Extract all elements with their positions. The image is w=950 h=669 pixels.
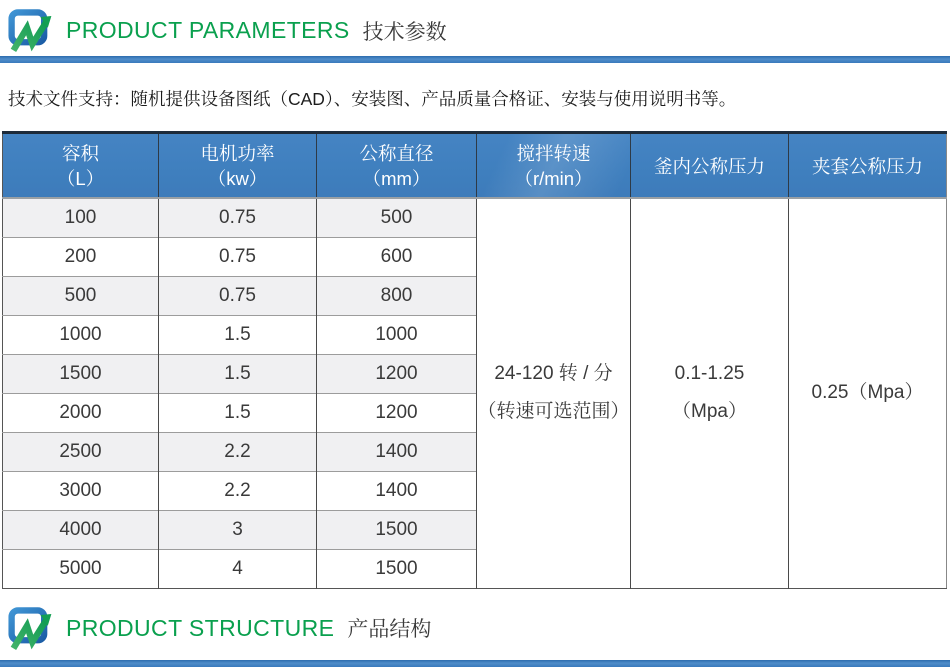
cell-volume: 2500: [3, 432, 159, 471]
header-line: 夹套公称压力: [811, 155, 923, 177]
cell-volume: 200: [3, 237, 159, 276]
cell-diameter: 1000: [317, 315, 477, 354]
cell-stirring-speed: [477, 198, 631, 588]
cell-volume: 1000: [3, 315, 159, 354]
column-header-volume: [3, 133, 159, 199]
header-line: 电机功率: [200, 143, 275, 164]
cell-volume: 3000: [3, 471, 159, 510]
cell-volume: 100: [3, 198, 159, 237]
divider-bar-top: [0, 56, 950, 63]
cell-inner-pressure: [631, 198, 789, 588]
header-line: （mm）: [362, 168, 431, 189]
structure-section-header: [0, 598, 950, 654]
cell-power: 0.75: [159, 237, 317, 276]
column-header-nominal-diameter: [317, 133, 477, 199]
cell-diameter: 1500: [317, 549, 477, 588]
header-line: 釜内公称压力: [653, 155, 765, 177]
merged-line: （Mpa）: [672, 401, 747, 423]
parameters-title-en: PRODUCT PARAMETERS: [66, 17, 350, 43]
intro-text: 技术文件支持：随机提供设备图纸（CAD）、安装图、产品质量合格证、安装与使用说明书等。: [8, 89, 737, 109]
cell-power: 0.75: [159, 276, 317, 315]
cell-diameter: 1200: [317, 354, 477, 393]
cell-volume: 5000: [3, 549, 159, 588]
header-line: 容积: [61, 143, 99, 164]
column-header-motor-power: [159, 133, 317, 199]
cell-power: 1.5: [159, 315, 317, 354]
table-row: [3, 198, 947, 237]
merged-line: （转速可选范围）: [477, 401, 630, 423]
cell-volume: 500: [3, 276, 159, 315]
header-row: [3, 133, 947, 199]
parameters-title-zh: 技术参数: [362, 20, 447, 44]
cell-power: 4: [159, 549, 317, 588]
header-line: （r/min）: [514, 168, 593, 189]
structure-title-zh: 产品结构: [347, 618, 432, 641]
brand-logo-icon: [8, 606, 55, 651]
cell-volume: 1500: [3, 354, 159, 393]
cell-power: 0.75: [159, 198, 317, 237]
cell-power: 1.5: [159, 354, 317, 393]
spec-table: [2, 131, 947, 589]
header-line: （kw）: [207, 168, 268, 189]
header-line: 搅拌转速: [516, 143, 591, 164]
merged-line: 0.25（Mpa）: [811, 382, 924, 404]
cell-diameter: 500: [317, 198, 477, 237]
cell-jacket-pressure: [789, 198, 947, 588]
cell-diameter: 1500: [317, 510, 477, 549]
cell-diameter: 1200: [317, 393, 477, 432]
header-line: （L）: [56, 168, 105, 189]
parameters-section-header: [0, 0, 950, 56]
cell-diameter: 600: [317, 237, 477, 276]
cell-power: 3: [159, 510, 317, 549]
cell-volume: 4000: [3, 510, 159, 549]
column-header-jacket-pressure: [789, 133, 947, 199]
cell-diameter: 1400: [317, 471, 477, 510]
cell-diameter: 800: [317, 276, 477, 315]
brand-logo-icon: [8, 8, 55, 53]
cell-power: 1.5: [159, 393, 317, 432]
cell-power: 2.2: [159, 471, 317, 510]
header-line: 公称直径: [359, 143, 434, 164]
divider-bar-bottom: [0, 660, 950, 667]
cell-diameter: 1400: [317, 432, 477, 471]
column-header-inner-pressure: [631, 133, 789, 199]
merged-line: 24-120 转 / 分: [494, 363, 613, 385]
cell-volume: 2000: [3, 393, 159, 432]
merged-line: 0.1-1.25: [674, 363, 745, 385]
column-header-stirring-speed: [477, 133, 631, 199]
structure-title-en: PRODUCT STRUCTURE: [66, 614, 335, 641]
cell-power: 2.2: [159, 432, 317, 471]
